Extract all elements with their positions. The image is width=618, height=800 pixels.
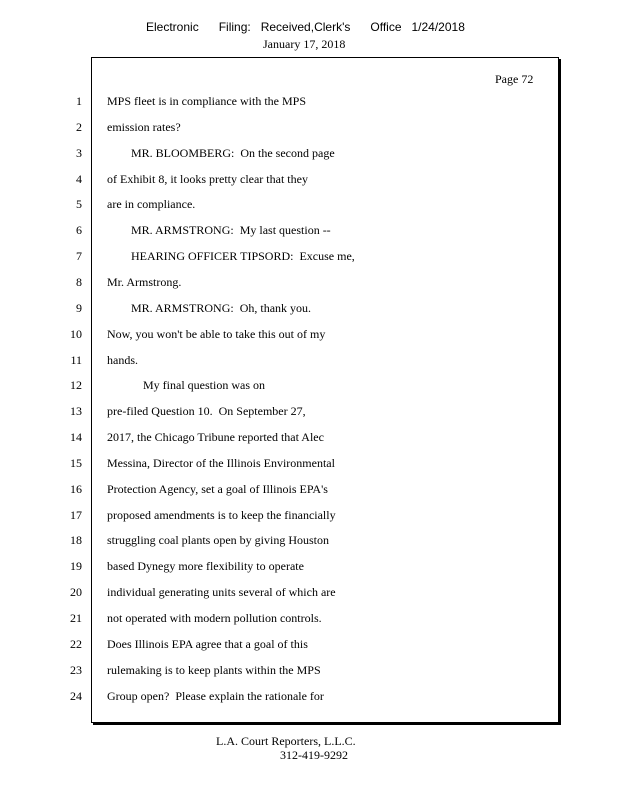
- transcript-line: [0, 689, 618, 715]
- transcript-line: [0, 275, 618, 301]
- transcript-line: [0, 353, 618, 379]
- line-text: Mr. Armstrong.: [107, 274, 182, 289]
- line-number: 9: [76, 300, 82, 315]
- line-number: 11: [70, 352, 82, 367]
- line-text: Now, you won't be able to take this out of my: [107, 326, 326, 341]
- line-text: pre-filed Question 10. On September 27,: [107, 404, 306, 419]
- line-number: 13: [70, 404, 82, 419]
- line-number: 22: [70, 636, 82, 651]
- transcript-line: [0, 663, 618, 689]
- line-number: 21: [70, 611, 82, 625]
- line-number: 1: [76, 94, 82, 108]
- transcript-line: [0, 172, 618, 198]
- line-text: rulemaking is to keep plants within the MPS: [107, 662, 321, 677]
- transcript-line: [0, 197, 618, 223]
- line-text: MR. ARMSTRONG: My last question --: [107, 223, 331, 238]
- line-text: hands.: [107, 352, 138, 367]
- page-number-label: Page 72: [495, 72, 534, 86]
- line-text: HEARING OFFICER TIPSORD: Excuse me,: [107, 249, 355, 264]
- transcript-line: [0, 456, 618, 482]
- line-number: 12: [70, 378, 82, 393]
- transcript-line: [0, 585, 618, 611]
- line-number: 6: [76, 223, 82, 238]
- transcript-line: [0, 559, 618, 585]
- line-text: individual generating units several of which are: [107, 585, 336, 600]
- transcript-line: [0, 508, 618, 534]
- line-text: proposed amendments is to keep the financially: [107, 507, 336, 522]
- line-text: Does Illinois EPA agree that a goal of this: [107, 636, 308, 651]
- line-number: 14: [70, 430, 82, 445]
- transcript-line: [0, 611, 618, 637]
- transcript-line: [0, 249, 618, 275]
- line-text: not operated with modern pollution controls.: [107, 611, 322, 625]
- line-text: 2017, the Chicago Tribune reported that Alec: [107, 430, 324, 445]
- line-number: 17: [70, 507, 82, 522]
- line-number: 8: [76, 274, 82, 289]
- line-number: 7: [76, 249, 82, 264]
- filing-stamp: Electronic Filing: Received,Clerk's Office 1/24/2018: [146, 20, 465, 34]
- line-text: MPS fleet is in compliance with the MPS: [107, 94, 306, 108]
- line-text: Group open? Please explain the rationale for: [107, 688, 324, 703]
- transcript-line: [0, 637, 618, 663]
- line-number: 3: [76, 145, 82, 160]
- line-number: 18: [70, 533, 82, 548]
- line-text: are in compliance.: [107, 197, 196, 212]
- line-number: 24: [70, 688, 82, 703]
- line-number: 4: [76, 171, 82, 186]
- line-number: 19: [70, 559, 82, 574]
- transcript-line: [0, 120, 618, 146]
- line-number: 10: [70, 326, 82, 341]
- transcript-line: [0, 223, 618, 249]
- transcript-line: [0, 404, 618, 430]
- transcript-date: January 17, 2018: [263, 37, 346, 51]
- line-text: Messina, Director of the Illinois Environmental: [107, 455, 335, 470]
- line-text: of Exhibit 8, it looks pretty clear that they: [107, 171, 308, 186]
- line-number: 5: [76, 197, 82, 212]
- line-number: 16: [70, 481, 82, 496]
- transcript-line: [0, 327, 618, 353]
- line-number: 15: [70, 455, 82, 470]
- transcript-line: [0, 533, 618, 559]
- line-number: 2: [76, 119, 82, 134]
- reporter-company: L.A. Court Reporters, L.L.C.: [216, 734, 356, 748]
- line-text: based Dynegy more flexibility to operate: [107, 559, 304, 574]
- line-text: emission rates?: [107, 119, 181, 134]
- transcript-line: [0, 430, 618, 456]
- line-text: My final question was on: [107, 378, 265, 393]
- line-text: Protection Agency, set a goal of Illinois EPA's: [107, 481, 328, 496]
- line-text: struggling coal plants open by giving Houston: [107, 533, 329, 548]
- transcript-line: [0, 146, 618, 172]
- line-number: 23: [70, 662, 82, 677]
- line-text: MR. BLOOMBERG: On the second page: [107, 145, 335, 160]
- transcript-line: [0, 301, 618, 327]
- line-text: MR. ARMSTRONG: Oh, thank you.: [107, 300, 312, 315]
- transcript-line: [0, 482, 618, 508]
- line-number: 20: [70, 585, 82, 600]
- transcript-line: [0, 378, 618, 404]
- transcript-line: [0, 94, 618, 120]
- reporter-phone: 312-419-9292: [280, 748, 348, 762]
